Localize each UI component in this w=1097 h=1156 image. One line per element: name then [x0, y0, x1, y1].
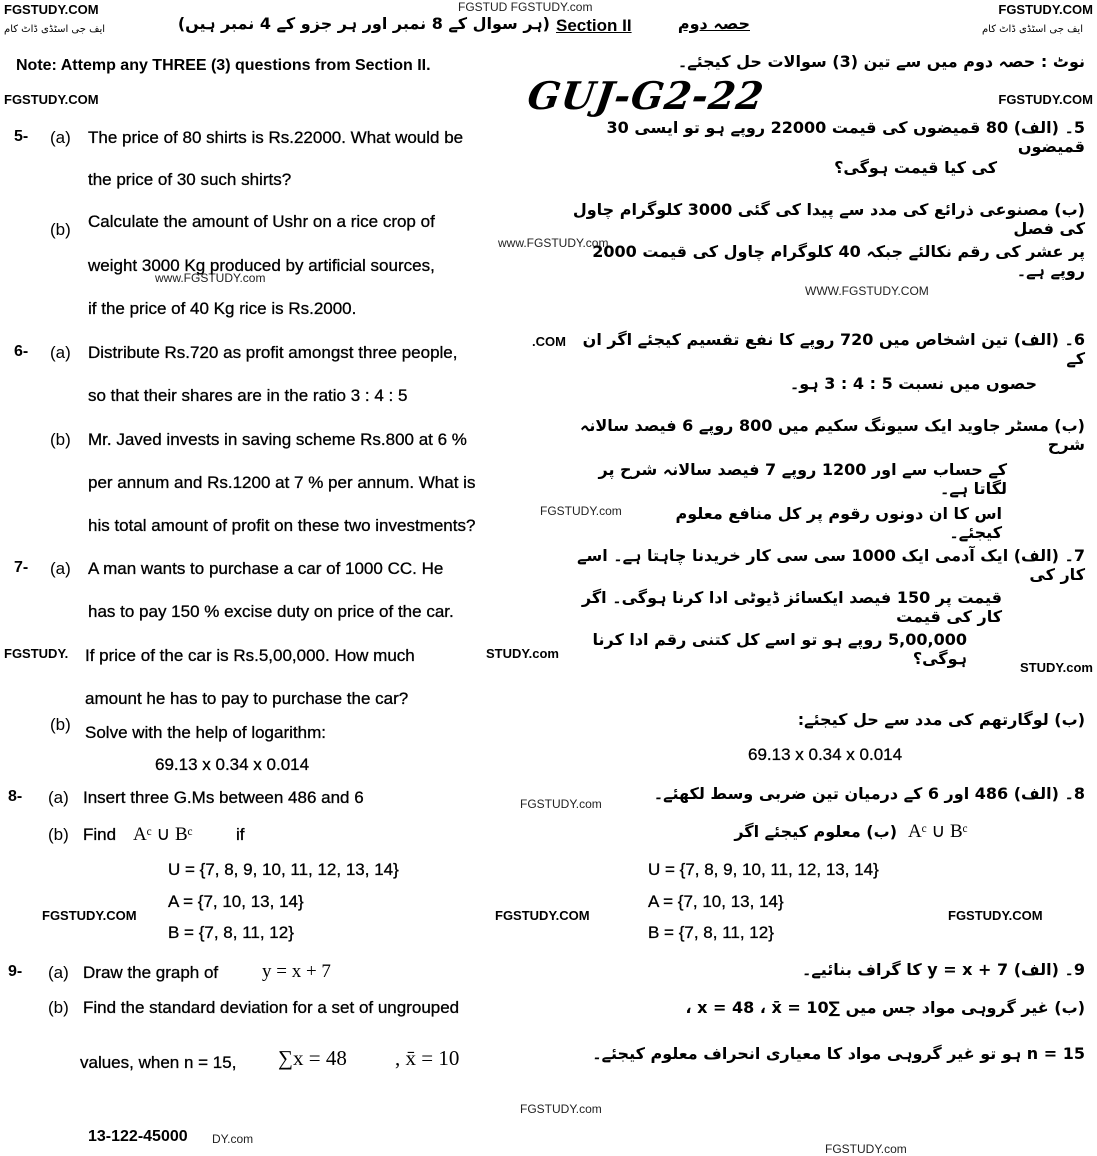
question-text: his total amount of profit on these two investments?: [88, 516, 476, 535]
watermark: FGSTUDY.: [4, 646, 69, 661]
question-text-urdu: پر عشر کی رقم نکالئے جبکہ 40 کلوگرام چاول کی قیمت 2000 روپے ہے۔: [592, 242, 1085, 280]
question-text-urdu: n = 15 ہو تو غیر گروہی مواد کا معیاری انحراف معلوم کیجئے۔: [592, 1044, 1085, 1063]
set-definition: B = {7, 8, 11, 12}: [648, 923, 774, 942]
question-text-urdu: 9۔ (الف) y = x + 7 کا گراف بنائیے۔: [802, 960, 1085, 979]
watermark: WWW.FGSTUDY.COM: [805, 284, 929, 298]
watermark: STUDY.com: [486, 646, 559, 661]
question-text: Find: [83, 825, 117, 844]
question-text: Calculate the amount of Ushr on a rice crop of: [88, 212, 435, 231]
set-definition: A = {7, 10, 13, 14}: [168, 892, 304, 911]
question-text: Distribute Rs.720 as profit amongst three people,: [88, 343, 458, 362]
section-title-urdu: حصہ دوم: [677, 14, 750, 33]
question-text: A man wants to purchase a car of 1000 CC. He: [88, 559, 444, 578]
question-text: per annum and Rs.1200 at 7 % per annum. What is: [88, 473, 476, 492]
part-label: (a): [50, 128, 71, 147]
part-label: (a): [48, 788, 69, 807]
question-text-urdu: 6۔ (الف) تین اشخاص میں 720 روپے کا نفع تقسیم کیجئے اگر ان کے: [582, 330, 1085, 368]
question-text: Mr. Javed invests in saving scheme Rs.800 at 6 %: [88, 430, 467, 449]
set-expression: Aᶜ ∪ Bᶜ: [133, 824, 193, 845]
expression: 69.13 x 0.34 x 0.014: [748, 745, 903, 764]
watermark: FGSTUDY.com: [825, 1142, 907, 1156]
question-text: amount he has to pay to purchase the car?: [85, 689, 409, 708]
question-text: so that their shares are in the ratio 3 : 4 : 5: [88, 386, 408, 405]
watermark: FGSTUDY.COM: [4, 92, 99, 107]
watermark-urdu: ایف جی اسٹڈی ڈاٹ کام: [981, 24, 1083, 35]
question-text: values, when n = 15,: [80, 1053, 237, 1072]
question-text: Find the standard deviation for a set of ungrouped: [83, 998, 460, 1017]
question-text: Insert three G.Ms between 486 and 6: [83, 788, 364, 807]
part-label: (a): [48, 963, 69, 982]
part-label: (a): [50, 559, 71, 578]
watermark: FGSTUDY.COM: [948, 908, 1043, 923]
question-text: Draw the graph of: [83, 963, 219, 982]
question-number: 9-: [8, 963, 23, 980]
question-number: 8-: [8, 788, 23, 805]
question-text-urdu: (ب) مصنوعی ذرائع کی مدد سے پیدا کی گئی 3000 کلوگرام چاول کی فصل: [572, 200, 1085, 238]
part-label: (b): [48, 825, 69, 844]
watermark-urdu: ایف جی اسٹڈی ڈاٹ کام: [4, 24, 106, 35]
watermark: FGSTUDY.COM: [495, 908, 590, 923]
question-text: if the price of 40 Kg rice is Rs.2000.: [88, 299, 357, 318]
watermark: FGSTUDY.COM: [42, 908, 137, 923]
question-text: The price of 80 shirts is Rs.22000. What would be: [88, 128, 464, 147]
question-text: has to pay 150 % excise duty on price of the car.: [88, 602, 454, 621]
part-label: (a): [50, 343, 71, 362]
expression: 69.13 x 0.34 x 0.014: [155, 755, 310, 774]
note-english: Note: Attemp any THREE (3) questions from Section II.: [16, 57, 431, 74]
question-text-urdu: قیمت پر 150 فیصد ایکسائز ڈیوٹی ادا کرنا ہوگی۔ اگر کار کی قیمت: [581, 588, 1002, 626]
paper-code: 13-122-45000: [88, 1128, 188, 1145]
part-label: (b): [48, 998, 69, 1017]
question-text-urdu: 7۔ (الف) ایک آدمی ایک 1000 سی سی کار خریدنا چاہتا ہے۔ اسے کار کی: [577, 546, 1085, 584]
question-number: 7-: [14, 559, 29, 576]
sum-expression: ∑x = 48: [278, 1046, 347, 1070]
watermark: FGSTUDY.com: [520, 797, 602, 811]
watermark: DY.com: [212, 1132, 254, 1146]
set-expression: Aᶜ ∪ Bᶜ: [908, 821, 968, 842]
question-text: weight 3000 Kg produced by artificial sources,: [88, 256, 435, 275]
set-definition: A = {7, 10, 13, 14}: [648, 892, 784, 911]
question-text-urdu: 8۔ (الف) 486 اور 6 کے درمیان تین ضربی وسط لکھئے۔: [653, 784, 1085, 803]
part-label: (b): [50, 715, 71, 734]
set-definition: B = {7, 8, 11, 12}: [168, 923, 294, 942]
set-definition: U = {7, 8, 9, 10, 11, 12, 13, 14}: [168, 860, 399, 879]
watermark: .COM: [532, 334, 566, 349]
marks-instruction-urdu: (ہر سوال کے 8 نمبر اور ہر جزو کے 4 نمبر ہیں): [177, 14, 550, 33]
question-text: Solve with the help of logarithm:: [85, 723, 326, 742]
question-text-urdu: اس کا ان دونوں رقوم پر کل منافع معلوم کیجئے۔: [675, 504, 1002, 542]
question-text-urdu: حصوں میں نسبت 5 : 4 : 3 ہو۔: [789, 374, 1037, 393]
watermark: FGSTUDY.com: [540, 504, 622, 518]
question-text-urdu: (ب) معلوم کیجئے اگر: [734, 822, 897, 841]
question-text-urdu: کی کیا قیمت ہوگی؟: [834, 158, 997, 177]
question-text-urdu: (ب) غیر گروہی مواد جس میں ∑x = 48 ، x̄ = 10 ،: [685, 998, 1085, 1017]
watermark: FGSTUDY.COM: [4, 2, 99, 17]
watermark: FGSTUDY.COM: [998, 92, 1093, 107]
question-number: 5-: [14, 128, 29, 145]
watermark: STUDY.com: [1020, 660, 1093, 675]
part-label: (b): [50, 430, 71, 449]
question-text: if: [236, 825, 245, 844]
part-label: (b): [50, 220, 71, 239]
watermark: FGSTUDY.COM: [998, 2, 1093, 17]
mean-expression: , x̄ = 10: [395, 1046, 460, 1070]
question-text-urdu: 5,00,000 روپے ہو تو اسے کل کتنی رقم ادا کرنا ہوگی؟: [592, 630, 967, 668]
question-text-urdu: 5۔ (الف) 80 قمیضوں کی قیمت 22000 روپے ہو تو ایسی 30 قمیضوں: [606, 118, 1085, 156]
equation: y = x + 7: [262, 961, 331, 982]
question-text: the price of 30 such shirts?: [88, 170, 292, 189]
question-text-urdu: (ب) مسٹر جاوید ایک سیونگ سکیم میں 800 روپے 6 فیصد سالانہ شرح: [579, 416, 1085, 454]
question-text-urdu: کے حساب سے اور 1200 روپے 7 فیصد سالانہ شرح پر لگاتا ہے۔: [598, 460, 1007, 498]
question-text-urdu: (ب) لوگارتھم کی مدد سے حل کیجئے:: [797, 710, 1085, 729]
handwritten-code: GUJ-G2-22: [524, 73, 768, 118]
set-definition: U = {7, 8, 9, 10, 11, 12, 13, 14}: [648, 860, 879, 879]
section-title: Section II: [556, 16, 632, 35]
question-number: 6-: [14, 343, 29, 360]
watermark: www.FGSTUDY.com: [155, 271, 266, 285]
note-urdu: نوٹ : حصہ دوم میں سے تین (3) سوالات حل کیجئے۔: [677, 52, 1085, 71]
watermark: www.FGSTUDY.com: [498, 236, 609, 250]
watermark: FGSTUD FGSTUDY.com: [458, 0, 593, 14]
question-text: If price of the car is Rs.5,00,000. How much: [85, 646, 415, 665]
watermark: FGSTUDY.com: [520, 1102, 602, 1116]
